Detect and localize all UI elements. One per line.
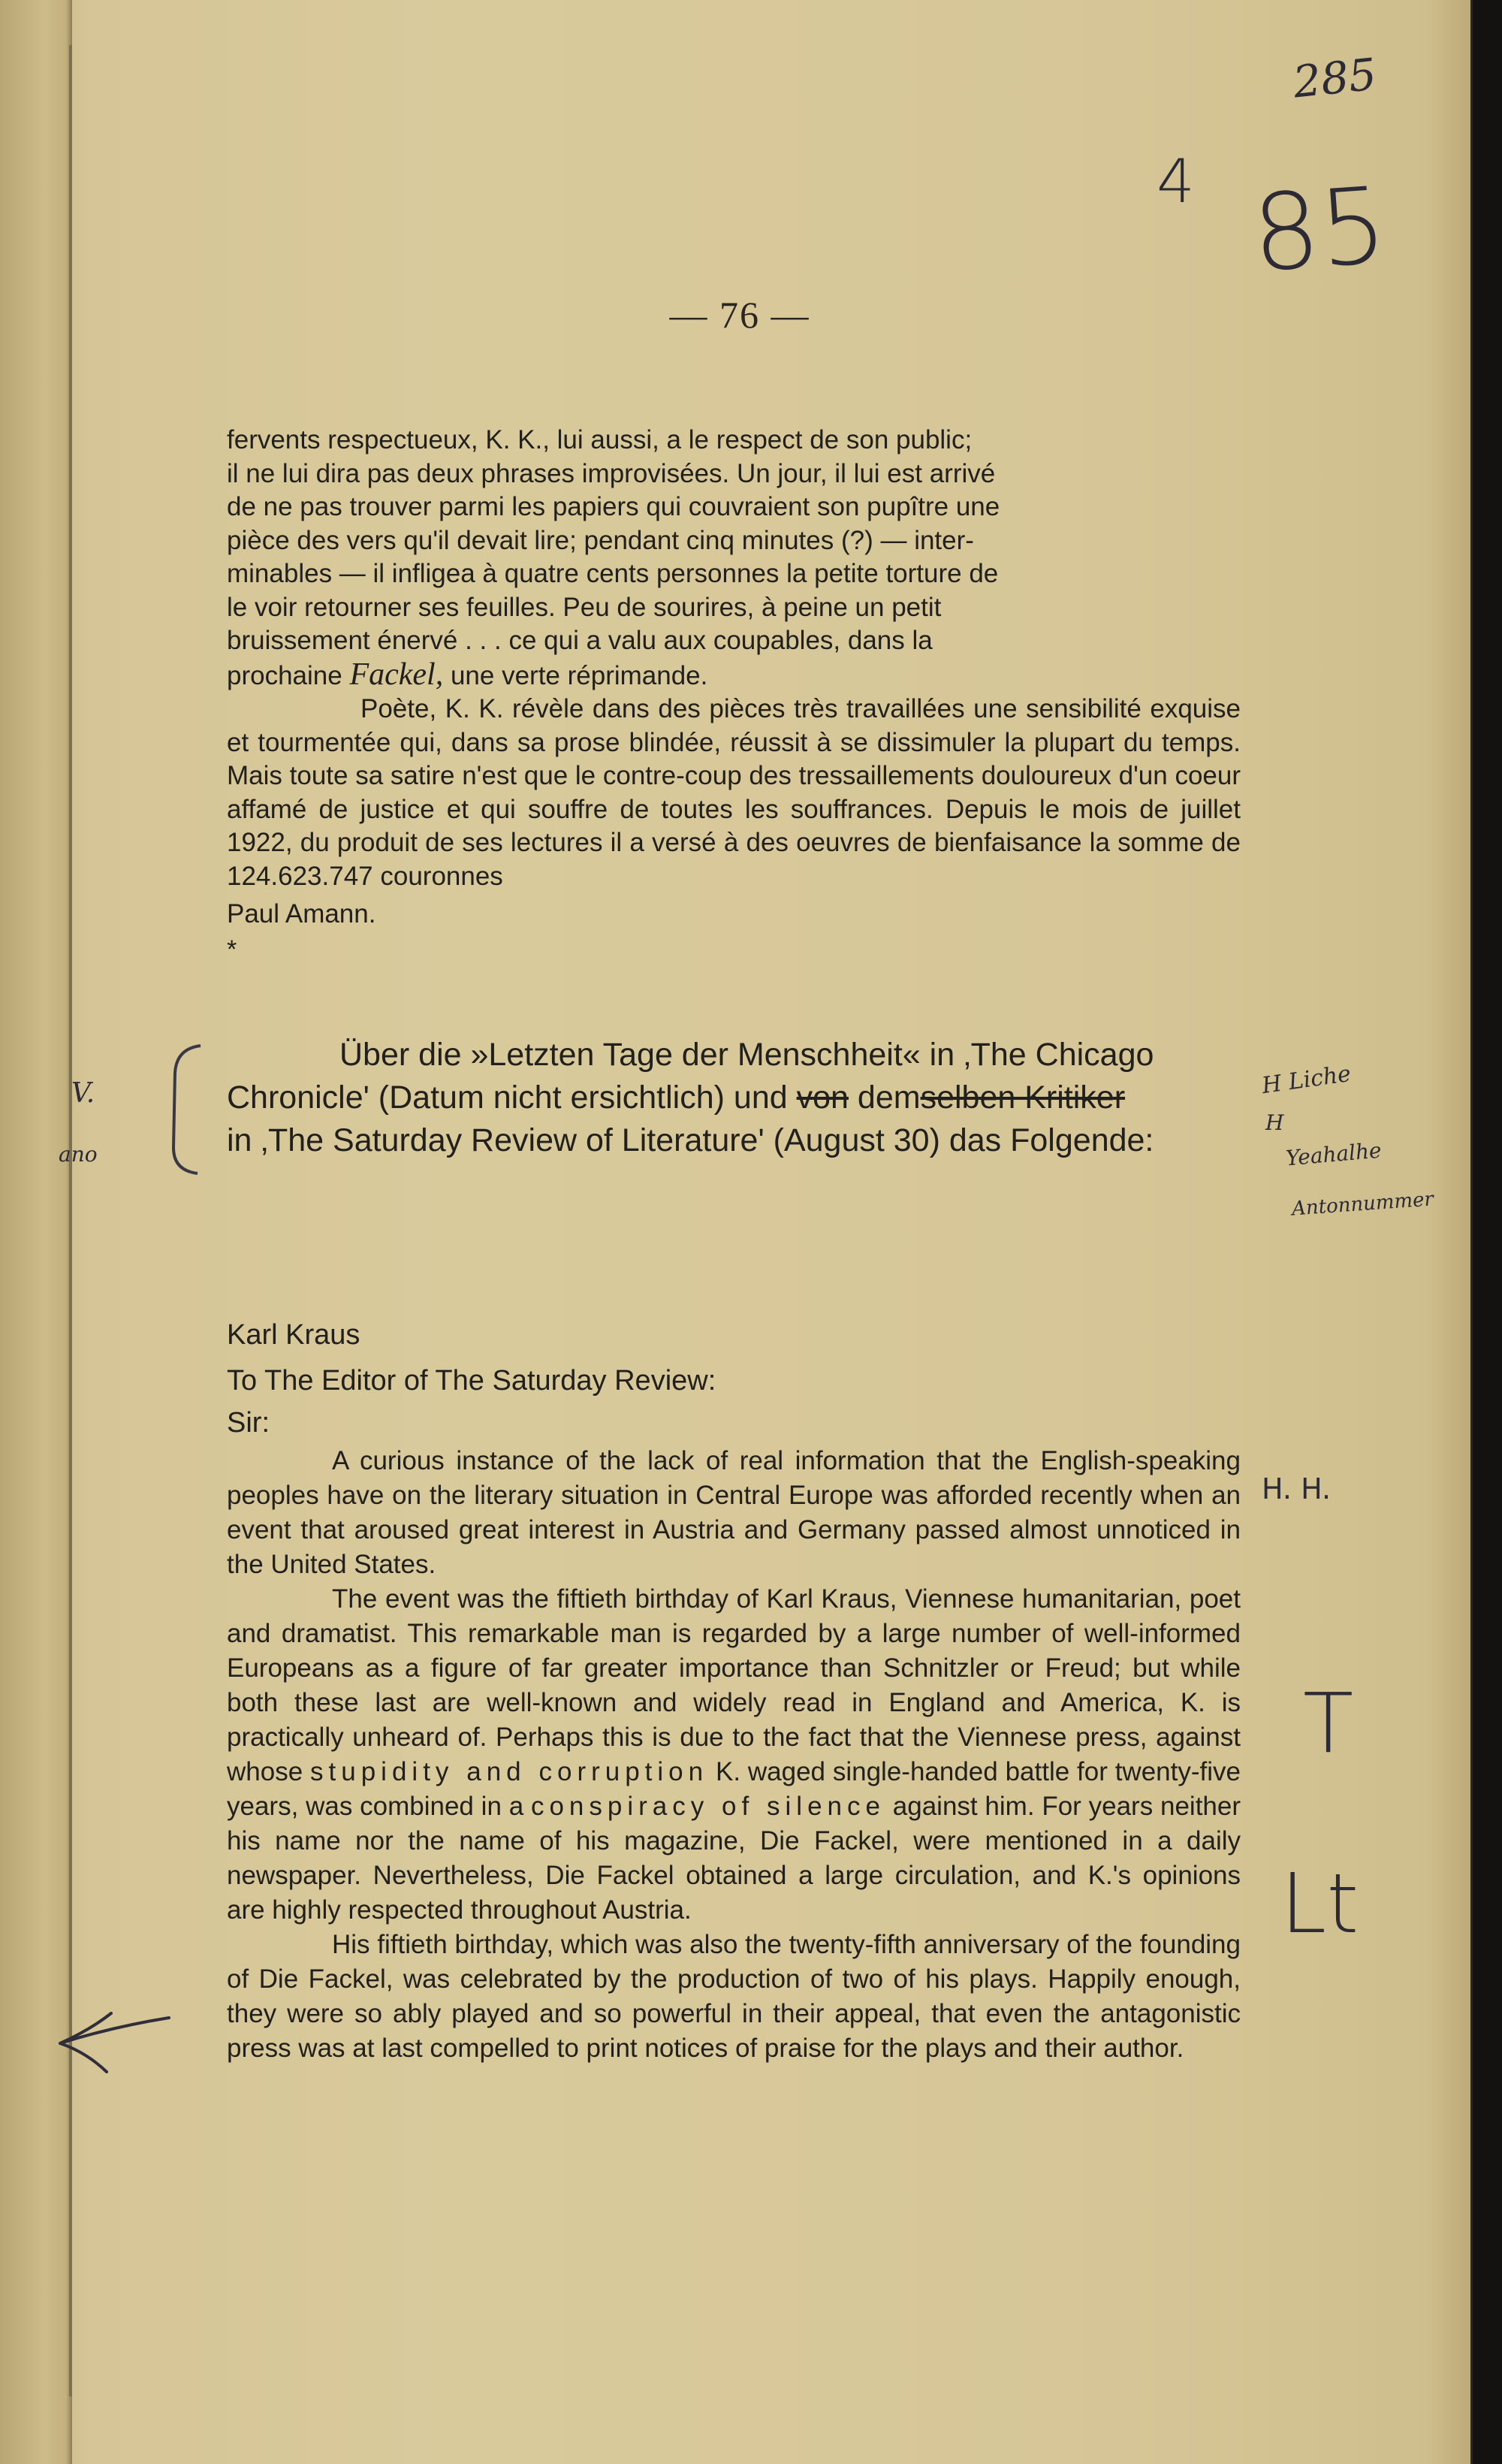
letter-paragraph-3: His fiftieth birthday, which was also the twenty-fifth anniversary of the founding of Die Fackel, was celebrated by the production of two of his plays. Happily enough, they were so ably played and so powerful in their appeal, that even the antagonistic press was at last compelled to print notices of praise for the plays and their author.: [227, 1930, 1241, 2063]
fackel-title: Fackel,: [349, 657, 444, 692]
emphasis-spaced: stupidity and corruption: [310, 1757, 709, 1786]
margin-note-right-hh: H. H.: [1262, 1472, 1332, 1505]
french-line: bruissement énervé . . . ce qui a valu aux coupables, dans la: [227, 626, 933, 655]
letter-paragraph-1: A curious instance of the lack of real information that the English-speaking peoples have on the literary situation in Central Europe was afforded recently when an event that aroused great interest in Austria and Germany passed almost unnoticed in the United States.: [227, 1446, 1241, 1579]
french-line: le voir retourner ses feuilles. Peu de sourires, à peine un petit: [227, 592, 942, 622]
margin-note-right-3: Yeahalhe: [1284, 1137, 1383, 1171]
pencil-mark-4: 4: [1157, 146, 1195, 216]
french-text: prochaine: [227, 660, 342, 690]
margin-note-right-t: T: [1303, 1675, 1354, 1771]
letter-text: K. waged single-handed battle for twenty-five years, was combined in a: [227, 1757, 1241, 1821]
margin-note-right-1: H Liche: [1260, 1060, 1353, 1100]
struck-words: selben Kritiker: [920, 1080, 1126, 1116]
french-line: fervents respectueux, K. K., lui aussi, a le respect de son public;: [227, 425, 973, 454]
letter-text: The event was the fiftieth birthday of Karl Kraus, Viennese humanitarian, poet and dramatist. This remarkable man is regarded by a large number of well-informed Europeans as a figure of far greater importance than Schnitzler or Freud; but while both these last are well-known and widely read in England and America, K. is practically unheard of. Perhaps this is due to the fact that the Viennese press, against whose: [227, 1584, 1241, 1786]
german-line-1: Über die »Letzten Tage der Menschheit« in ‚The Chicago: [339, 1037, 1154, 1073]
signature: Paul Amann.: [227, 899, 376, 929]
folio-number-large: 85: [1248, 164, 1391, 297]
german-text: Chronicle' (Datum nicht ersichtlich) und: [227, 1080, 788, 1116]
french-line: pièce des vers qu'il devait lire; pendant cinq minutes (?) — inter-: [227, 525, 974, 555]
letter-addressee: To The Editor of The Saturday Review:: [227, 1365, 716, 1397]
margin-note-right-4: Antonnummer: [1291, 1188, 1434, 1221]
previous-page-edge: [0, 0, 72, 2464]
folio-number-small: 285: [1290, 48, 1379, 108]
german-intro: [227, 1034, 1241, 1162]
letter-text: against him. For years neither his name nor the name of his magazine, Die Fackel, were mentioned in a daily newspaper. Nevertheless, Die Fackel obtained a large circulation, and K.'s opinions are highly respected throughout Austria.: [227, 1792, 1241, 1925]
margin-note-left-2: ano: [59, 1142, 98, 1167]
page-number: — 76 —: [669, 294, 810, 336]
french-line: il ne lui dira pas deux phrases improvisées. Un jour, il lui est arrivé: [227, 458, 996, 488]
french-text-block: [227, 424, 1241, 966]
section-separator: *: [227, 935, 237, 964]
emphasis-spaced: conspiracy of silence: [530, 1792, 885, 1821]
german-line-2: [227, 1076, 1241, 1119]
french-line: de ne pas trouver parmi les papiers qui couvraient son pupître une: [227, 492, 1000, 521]
letter-paragraph-2: [227, 1582, 1241, 1928]
french-text: une verte réprimande.: [450, 660, 708, 690]
pencil-bracket: [161, 1043, 207, 1178]
french-line-last: [227, 658, 1241, 693]
english-letter: [227, 1318, 1241, 2066]
margin-note-right-lt: Lt: [1280, 1856, 1359, 1952]
letter-title: Karl Kraus: [227, 1319, 360, 1351]
german-line-3: in ‚The Saturday Review of Literature' (August 30) das Folgende:: [227, 1122, 1154, 1158]
french-paragraph: Poète, K. K. révèle dans des pièces très travaillées une sensibilité exquise et tourmentée qui, dans sa prose blindée, réussit à se dissimuler la plupart du temps. Mais toute sa satire n'est que le contre-coup des tressaillements douloureux d'un coeur affamé de justice et qui souffre de toutes les souffrances. Depuis le mois de juillet 1922, du produit de ses lectures il a versé à des oeuvres de bienfaisance la somme de 124.623.747 couronnes: [227, 694, 1241, 891]
struck-word: von: [796, 1080, 849, 1116]
arrow-left-icon: [45, 2007, 173, 2075]
letter-salutation: Sir:: [227, 1407, 270, 1439]
margin-note-left-1: V.: [71, 1078, 95, 1109]
margin-note-right-2: H: [1265, 1110, 1284, 1135]
french-line: minables — il infligea à quatre cents personnes la petite torture de: [227, 559, 999, 588]
german-text: dem: [857, 1080, 921, 1116]
